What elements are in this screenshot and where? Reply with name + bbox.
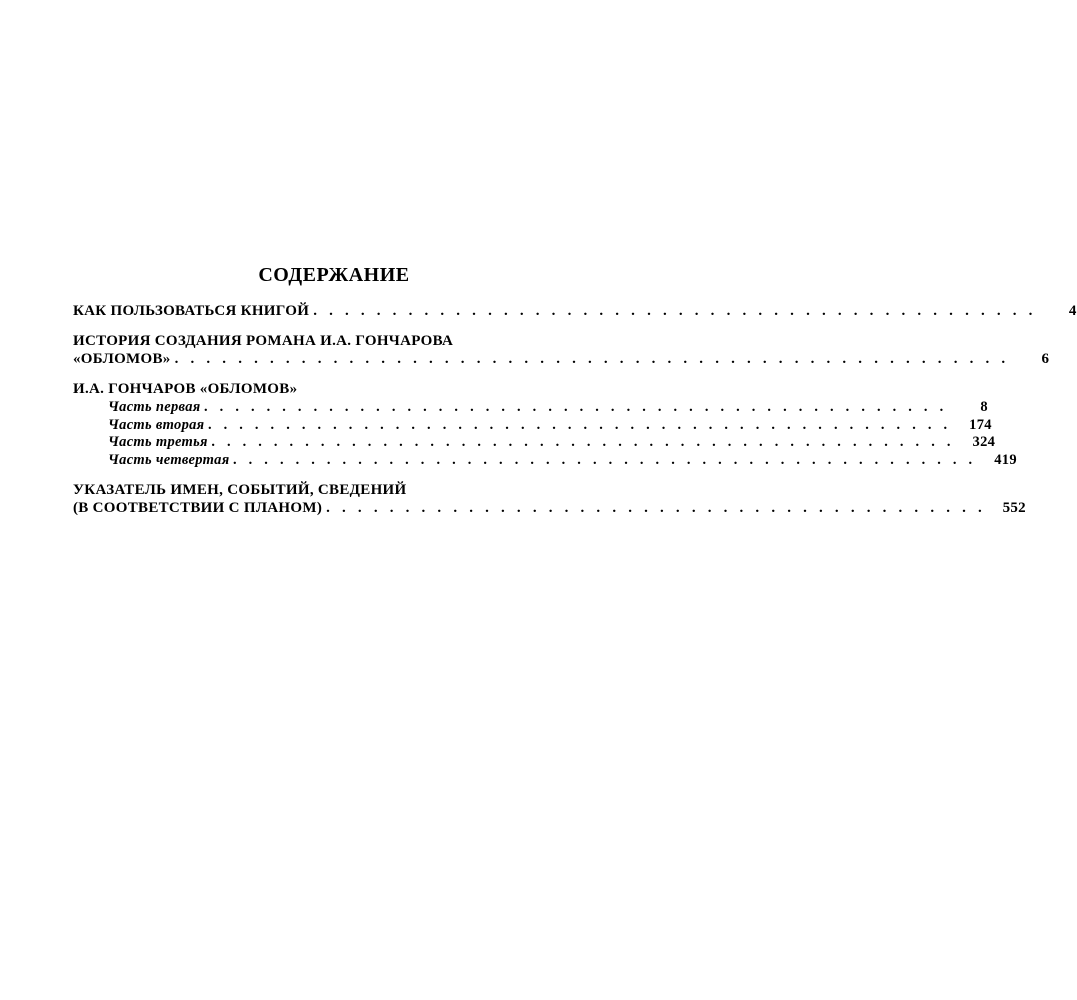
- toc-entry-title-cont: «ОБЛОМОВ»: [73, 351, 171, 367]
- toc-section-heading: И.А. ГОНЧАРОВ «ОБЛОМОВ»: [73, 381, 298, 397]
- dot-leader: . . . . . . . . . . . . . . . . . . . . . . . . . . . . . . . . . . . . . . . . . .: [326, 500, 986, 516]
- dot-leader: . . . . . . . . . . . . . . . . . . . . . . . . . . . . . . . . . . . . . . . . . . . . . . . .: [211, 434, 956, 450]
- toc-entry-title: КАК ПОЛЬЗОВАТЬСЯ КНИГОЙ: [73, 303, 310, 319]
- toc-title: СОДЕРЖАНИЕ: [258, 264, 410, 286]
- toc-page-number: 419: [994, 451, 1017, 468]
- table-of-contents: [73, 264, 1077, 517]
- toc-entry-novel: [73, 380, 1017, 469]
- toc-entry-title: УКАЗАТЕЛЬ ИМЕН, СОБЫТИЙ, СВЕДЕНИЙ: [73, 482, 407, 498]
- toc-page-number: 8: [980, 399, 988, 415]
- toc-line: [73, 332, 595, 350]
- toc-entry-title-cont: (В СООТВЕТСТВИИ С ПЛАНОМ): [73, 500, 323, 516]
- toc-entry-title: ИСТОРИЯ СОЗДАНИЯ РОМАНА И.А. ГОНЧАРОВА: [73, 333, 454, 349]
- dot-leader: . . . . . . . . . . . . . . . . . . . . . . . . . . . . . . . . . . . . . . . . . . . . . . . .: [233, 451, 977, 468]
- toc-subentry-label: Часть вторая: [108, 416, 205, 433]
- toc-line: [73, 481, 595, 499]
- toc-subentry: [73, 399, 988, 417]
- toc-page-number: 6: [1041, 351, 1050, 367]
- toc-line: [73, 499, 1026, 517]
- toc-page-number: 174: [969, 416, 992, 433]
- toc-page-number: 552: [1002, 500, 1026, 516]
- toc-entry-index: [73, 481, 1026, 517]
- toc-page-number: 4: [1068, 303, 1077, 319]
- toc-entry-history: [73, 332, 1050, 368]
- toc-entry-how-to-use: [73, 302, 1077, 320]
- toc-subentry: [73, 416, 992, 435]
- dot-leader: . . . . . . . . . . . . . . . . . . . . . . . . . . . . . . . . . . . . . . . . . . . . . . . .: [204, 399, 948, 415]
- dot-leader: . . . . . . . . . . . . . . . . . . . . . . . . . . . . . . . . . . . . . . . . . . . . . .: [313, 303, 1037, 319]
- toc-subentry-label: Часть третья: [108, 434, 208, 450]
- toc-line: [73, 302, 1077, 320]
- toc-subentries: [73, 399, 1017, 469]
- toc-line: [73, 350, 1050, 368]
- toc-subentry: [73, 434, 996, 452]
- toc-subentry-label: Часть четвертая: [108, 451, 230, 468]
- toc-subentry: [73, 451, 1017, 470]
- toc-subentry-label: Часть первая: [108, 399, 201, 415]
- dot-leader: . . . . . . . . . . . . . . . . . . . . . . . . . . . . . . . . . . . . . . . . . . . . . . . .: [208, 416, 952, 433]
- toc-page-number: 324: [972, 434, 996, 450]
- dot-leader: . . . . . . . . . . . . . . . . . . . . . . . . . . . . . . . . . . . . . . . . . . . . . . . . . . . . .: [174, 351, 1010, 367]
